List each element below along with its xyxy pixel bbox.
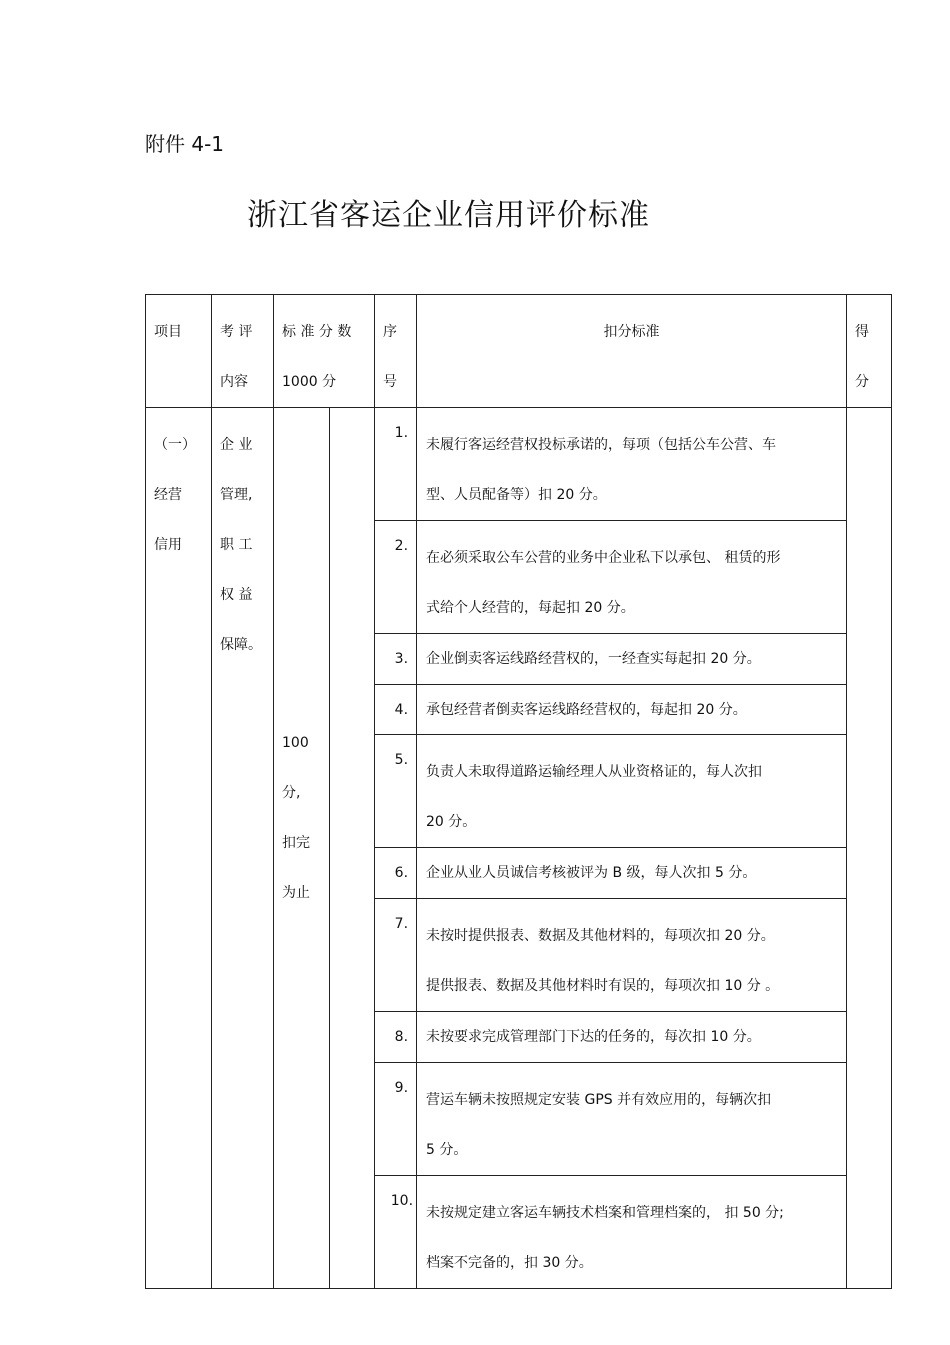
table-header-row bbox=[146, 295, 892, 408]
row-criteria-cell: 未履行客运经营权投标承诺的，每项（包括公车公营、车 型、人员配备等）扣 20 分。 bbox=[417, 408, 847, 521]
row-number-cell: 2. bbox=[375, 521, 417, 634]
row-number-cell: 10. bbox=[375, 1176, 417, 1289]
row-criteria-cell: 企业从业人员诚信考核被评为 B 级，每人次扣 5 分。 bbox=[417, 848, 847, 899]
row-criteria-cell: 企业倒卖客运线路经营权的，一经查实每起扣 20 分。 bbox=[417, 634, 847, 685]
row-number-cell: 8. bbox=[375, 1012, 417, 1063]
section-score-cell: 100 分, 扣完 为止 bbox=[274, 408, 330, 1289]
header-cell-score: 标 准 分 数 1000 分 bbox=[274, 295, 375, 408]
row-number-cell: 3. bbox=[375, 634, 417, 685]
header-cell-got: 得 分 bbox=[847, 295, 892, 408]
row-criteria-cell: 负责人未取得道路运输经理人从业资格证的，每人次扣 20 分。 bbox=[417, 735, 847, 848]
score-got-cell bbox=[847, 408, 892, 1289]
section-content-cell: 企 业 管理, 职 工 权 益 保障。 bbox=[212, 408, 274, 1289]
row-number-cell: 4. bbox=[375, 685, 417, 735]
row-criteria-cell: 承包经营者倒卖客运线路经营权的，每起扣 20 分。 bbox=[417, 685, 847, 735]
row-number-cell: 5. bbox=[375, 735, 417, 848]
header-cell-content: 考 评 内容 bbox=[212, 295, 274, 408]
table-row bbox=[146, 408, 892, 521]
row-number-cell: 1. bbox=[375, 408, 417, 521]
row-criteria-cell: 未按时提供报表、数据及其他材料的，每项次扣 20 分。 提供报表、数据及其他材料时有误的，每项次扣 10 分 。 bbox=[417, 899, 847, 1012]
section-blank-cell bbox=[330, 408, 375, 1289]
section-project-cell: （一） 经营 信用 bbox=[146, 408, 212, 1289]
header-cell-seq: 序 号 bbox=[375, 295, 417, 408]
row-number-cell: 6. bbox=[375, 848, 417, 899]
document-title: 浙江省客运企业信用评价标准 bbox=[247, 198, 650, 233]
credit-evaluation-table bbox=[145, 294, 892, 1289]
row-criteria-cell: 在必须采取公车公营的业务中企业私下以承包、 租赁的形 式给个人经营的，每起扣 20 分。 bbox=[417, 521, 847, 634]
row-criteria-cell: 未按要求完成管理部门下达的任务的，每次扣 10 分。 bbox=[417, 1012, 847, 1063]
attachment-label: 附件 4-1 bbox=[145, 132, 225, 156]
row-criteria-cell: 未按规定建立客运车辆技术档案和管理档案的， 扣 50 分; 档案不完备的，扣 30 分。 bbox=[417, 1176, 847, 1289]
header-cell-project: 项目 bbox=[146, 295, 212, 408]
row-number-cell: 9. bbox=[375, 1063, 417, 1176]
row-number-cell: 7. bbox=[375, 899, 417, 1012]
row-criteria-cell: 营运车辆未按照规定安装 GPS 并有效应用的，每辆次扣 5 分。 bbox=[417, 1063, 847, 1176]
header-cell-criteria: 扣分标准 bbox=[417, 295, 847, 408]
